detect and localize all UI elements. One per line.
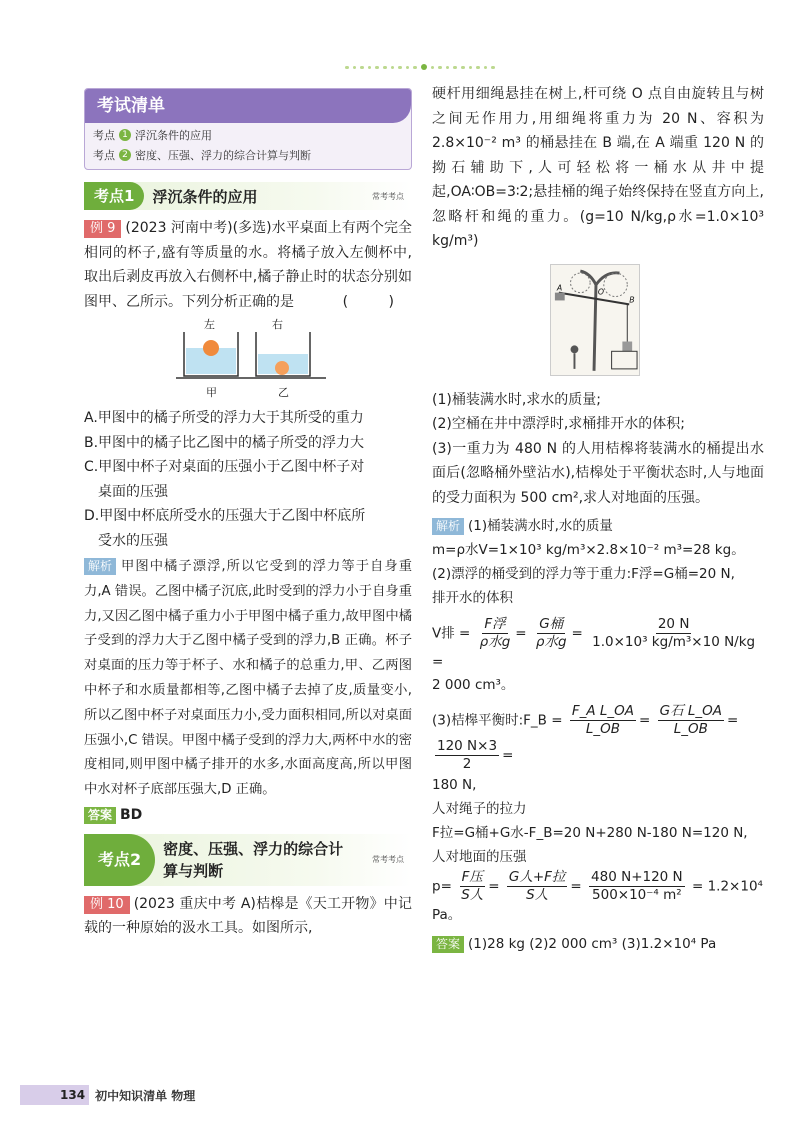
kd1-title: 浮沉条件的应用 bbox=[152, 187, 258, 206]
answer-tag: 答案 bbox=[84, 807, 116, 824]
kd1-tag: 考点1 bbox=[84, 182, 144, 210]
example-9-options bbox=[84, 406, 412, 553]
question-2: (2)空桶在井中漂浮时,求桶排开水的体积; bbox=[432, 416, 685, 432]
summary-item-2: 考点 2 密度、压强、浮力的综合计算与判断 bbox=[93, 149, 311, 162]
example-9-analysis: 解析 甲图中橘子漂浮,所以它受到的浮力等于自身重力,A 错误。乙图中橘子沉底,此时受到的浮力小于自身重力,又因乙图中橘子重力小于甲图中橘子重力,故甲图中橘子受到的浮力大于乙图中橘子受到的浮力,B 正确。杯子对桌面的压力等于杯子、水和橘子的总重力,甲、乙两图中杯子和水质量都相等,乙图中橘子去掉了皮,质量变小,所以乙图中杯子对桌面压力小,受力面积相同,所以对桌面压强小,C 错误。甲图中橘子受到的浮力大,两杯中水的密度相同,则甲图中橘子排开的水多,水面高度高,所以甲图中水对杯子底部压强大,D 正确。 bbox=[84, 559, 412, 798]
option-d-cont: 受水的压强 bbox=[98, 532, 168, 549]
svg-text:O: O bbox=[597, 287, 605, 297]
example-10-stem-right: 硬杆用细绳悬挂在树上,杆可绕 O 点自由旋转且与树之间无作用力,用细绳将重力为 20 N、容积为 2.8×10⁻² m³ 的桶悬挂在 B 端,在 A 端重 120 N 的拗石辅助下,人可轻松将一桶水从井中提起,OA∶OB=3∶2;悬挂桶的绳子始终保持在竖直方向上,忽略杆和绳的重力。(g=10 N/kg,ρ水=1.0×10³ kg/m³) bbox=[432, 86, 764, 249]
svg-text:B: B bbox=[629, 294, 635, 304]
option-c: C.甲图中杯子对桌面的压强小于乙图中杯子对 bbox=[84, 459, 365, 475]
lever-rod bbox=[559, 292, 629, 304]
answer-1-formula: m=ρ水V=1×10³ kg/m³×2.8×10⁻² m³=28 kg。 bbox=[432, 542, 745, 558]
kd2-note: 常考考点 bbox=[372, 855, 404, 865]
question-1: (1)桶装满水时,求水的质量; bbox=[432, 391, 601, 408]
option-c-cont: 桌面的压强 bbox=[98, 483, 168, 500]
option-b: B.甲图中的橘子比乙图中的橘子所受的浮力大 bbox=[84, 434, 365, 451]
example-10-tag: 例 10 bbox=[84, 896, 130, 914]
example-10-answer: 答案 (1)28 kg (2)2 000 cm³ (3)1.2×10⁴ Pa bbox=[432, 932, 764, 956]
kd2-tag: 考点2 bbox=[84, 834, 155, 886]
option-d: D.甲图中杯底所受水的压强大于乙图中杯底所 bbox=[84, 508, 366, 524]
fig-label-jia: 甲 bbox=[206, 386, 217, 399]
example-9-stem: 例 9 (2023 河南中考)(多选)水平桌面上有两个完全相同的杯子,盛有等质量的水。将橘子放入左侧杯中,取出后剥皮再放入右侧杯中,橘子静止时的状态分别如图甲、乙所示。下列分析正确的是 ( ) bbox=[84, 216, 412, 314]
right-orange bbox=[275, 361, 289, 375]
summary-title: 考试清单 bbox=[85, 89, 411, 123]
answer-2-head: (2)漂浮的桶受到的浮力等于重力:F浮=G桶=20 N, bbox=[432, 566, 735, 582]
answer-3-sub2: 人对地面的压强 bbox=[432, 849, 527, 865]
number-2-icon: 2 bbox=[119, 149, 131, 161]
bucket bbox=[622, 341, 632, 351]
section-header-kd2 bbox=[84, 834, 412, 886]
right-column bbox=[432, 82, 764, 956]
answer-3-line2: F拉=G桶+G水-F_B=20 N+280 N-180 N=120 N, bbox=[432, 825, 748, 841]
top-decoration-dots bbox=[345, 64, 495, 70]
counterweight-stone bbox=[555, 292, 565, 300]
answer-3-sub1: 人对绳子的拉力 bbox=[432, 801, 527, 817]
option-a: A.甲图中的橘子所受的浮力大于其所受的重力 bbox=[84, 410, 364, 426]
fig-label-left: 左 bbox=[204, 318, 215, 331]
svg-text:A: A bbox=[556, 283, 563, 293]
analysis-tag: 解析 bbox=[84, 558, 116, 575]
analysis-tag-10: 解析 bbox=[432, 518, 464, 535]
answer-1-head: 解析 (1)桶装满水时,水的质量 bbox=[432, 514, 764, 538]
fig-label-right: 右 bbox=[272, 318, 283, 331]
answer-tag-10: 答案 bbox=[432, 936, 464, 953]
answer-paren: ( ) bbox=[342, 293, 412, 310]
answer-2-formula: V排 = $\frac{\text{F浮}}{\text{ρ水g}}$ = $\frac{\text{G桶}}{\text{ρ水g}}$ = $\frac{20 N}{\text{1.0×10³ kg/m³×10 N/kg}}$ = bbox=[432, 616, 756, 670]
left-column bbox=[84, 88, 412, 941]
well-sweep-figure bbox=[550, 264, 640, 376]
answer-3-formula: (3)桔槔平衡时:F_B = $\frac{\text{F\_A L\_OA}}{L\_OB}$ = $\frac{\text{G石 L\_OA}}{L\_OB}$ = $\frac{120 N\times 3}{2}$ = bbox=[432, 703, 739, 772]
kd1-note: 常考考点 bbox=[372, 191, 404, 201]
tree-trunk bbox=[580, 271, 619, 371]
pressure-formula: p= $\frac{\text{F压}}{\text{S人}}$ = $\frac{\text{G人+F拉}}{\text{S人}}$ = $\frac{480 N+120 N}{\text{500×10⁻⁴ m²}}$ = 1.2×10⁴ Pa。 bbox=[432, 869, 763, 923]
page-footer bbox=[20, 1085, 195, 1105]
answer-2-sub: 排开水的体积 bbox=[432, 590, 513, 606]
well bbox=[612, 351, 637, 369]
example-9-answer: 答案 BD bbox=[84, 807, 412, 824]
example-9-tag: 例 9 bbox=[84, 220, 121, 238]
example-10-stem-left: 例 10 (2023 重庆中考 A)桔槔是《天工开物》中记载的一种原始的汲水工具。如图所示, bbox=[84, 895, 412, 937]
number-1-icon: 1 bbox=[119, 129, 131, 141]
left-orange bbox=[203, 340, 219, 356]
kd2-title: 密度、压强、浮力的综合计算与判断 bbox=[163, 839, 344, 880]
answer-3-result: 180 N, bbox=[432, 777, 477, 793]
answer-2-result: 2 000 cm³。 bbox=[432, 677, 515, 693]
book-title: 初中知识清单 物理 bbox=[95, 1088, 196, 1103]
exam-summary-box bbox=[84, 88, 412, 170]
fig-label-yi: 乙 bbox=[278, 386, 289, 399]
cups-figure bbox=[176, 318, 326, 400]
section-header-kd1 bbox=[84, 182, 412, 210]
page-number: 134 bbox=[20, 1085, 89, 1105]
summary-item-1: 考点 1 浮沉条件的应用 bbox=[93, 129, 212, 142]
question-3: (3)一重力为 480 N 的人用桔槔将装满水的桶提出水面后(忽略桶外壁沾水),桔槔处于平衡状态时,人与地面的受力面积为 500 cm²,求人对地面的压强。 bbox=[432, 440, 764, 506]
person-head bbox=[571, 345, 579, 353]
